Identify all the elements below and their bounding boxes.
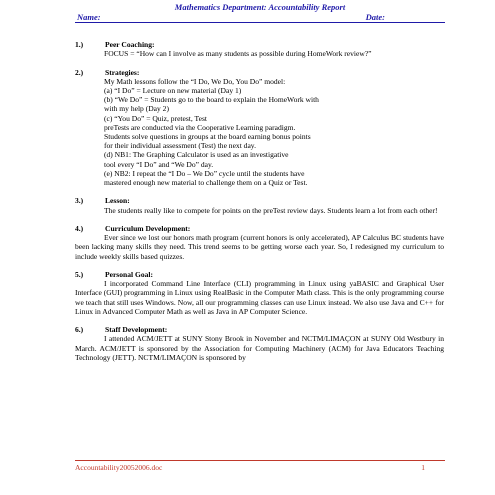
section-paragraph: I attended ACM/JETT at SUNY Stony Brook in November and NCTM/LIMAÇON at SUNY Old Westbury in March. ACM/JETT is sponsored by the Association for Computing Machinery (ACM) for Java Educators Teaching Technology (JETT). NCTM/LIMAÇON is sponsored by — [75, 334, 444, 362]
report-body — [75, 40, 444, 371]
section-number: 2.) — [75, 67, 84, 77]
strategy-line: (e) NB2: I repeat the “I Do – We Do” cycle until the students have — [104, 168, 305, 178]
section-title: Strategies: — [105, 67, 140, 77]
section-heading — [75, 224, 444, 233]
section-peer-coaching — [75, 40, 444, 58]
name-label: Name: — [77, 12, 101, 22]
strategy-line: Students solve questions in groups at the board earning bonus points — [104, 131, 311, 141]
section-curriculum-development — [75, 224, 444, 261]
page-header — [75, 2, 445, 23]
footer-filename: Accountability20052006.doc — [75, 463, 163, 472]
section-title: Personal Goal: — [105, 269, 154, 279]
section-staff-development — [75, 325, 444, 362]
section-number: 1.) — [75, 40, 84, 49]
section-strategies — [75, 68, 444, 188]
page-number: 1 — [421, 463, 425, 472]
section-personal-goal — [75, 270, 444, 316]
section-lesson — [75, 196, 444, 214]
section-title: Curriculum Development: — [105, 223, 191, 233]
section-number: 5.) — [75, 269, 84, 279]
section-number: 3.) — [75, 196, 84, 206]
strategy-line: tool every “I Do” and “We Do” day. — [104, 159, 214, 169]
strategy-line: (c) “You Do” = Quiz, pretest, Test — [104, 113, 208, 123]
section-paragraph: I incorporated Command Line Interface (CLI) programming in Linux using yaBASIC and Graphical User Interface (GUI) programming in Linux using RealBasic in the Computer Math class. This is the only programming course we teach that still uses Windows. Now, all our programming classes can use Linux instead. We also use Java and C++ for Linux in Advanced Computer Math as well as Java in AP Computer Science. — [75, 279, 444, 316]
section-title: Lesson: — [105, 196, 130, 206]
section-heading — [75, 270, 444, 279]
strategy-line: preTests are conducted via the Cooperative Learning paradigm. — [104, 122, 296, 132]
section-heading — [75, 325, 444, 334]
section-heading — [75, 68, 444, 77]
strategy-line: mastered enough new material to challenge them on a Quiz or Test. — [104, 178, 308, 187]
section-number: 4.) — [75, 223, 84, 233]
section-heading — [75, 196, 444, 205]
strategy-line: with my help (Day 2) — [104, 104, 169, 114]
strategy-line: (b) “We Do” = Students go to the board to explain the HomeWork with — [104, 95, 319, 105]
strategy-line: for their individual assessment (Test) the next day. — [104, 141, 256, 151]
section-paragraph: FOCUS = “How can I involve as many students as possible during HomeWork review?” — [104, 49, 372, 59]
section-paragraph: Ever since we lost our honors math program (current honors is only accelerated), AP Calculus BC students have been lacking many skills they need. This trend seems to be getting worse each year. So, I redesigned my curriculum to include weekly skills based quizzes. — [75, 233, 444, 261]
section-heading — [75, 40, 444, 49]
strategy-line: (a) “I Do” = Lecture on new material (Day 1) — [104, 85, 242, 95]
section-paragraph: The students really like to compete for points on the preTest review days. Students learn a lot from each other! — [104, 205, 438, 215]
header-fields — [75, 12, 445, 23]
strategy-line: (d) NB1: The Graphing Calculator is used as an investigative — [104, 150, 289, 160]
date-label: Date: — [365, 12, 385, 22]
strategy-line: My Math lessons follow the “I Do, We Do, You Do” model: — [104, 76, 286, 86]
report-title: Mathematics Department: Accountability Report — [174, 2, 346, 12]
section-number: 6.) — [75, 325, 84, 335]
page-footer — [75, 460, 445, 473]
section-title: Staff Development: — [105, 325, 168, 335]
section-title: Peer Coaching: — [105, 40, 155, 49]
